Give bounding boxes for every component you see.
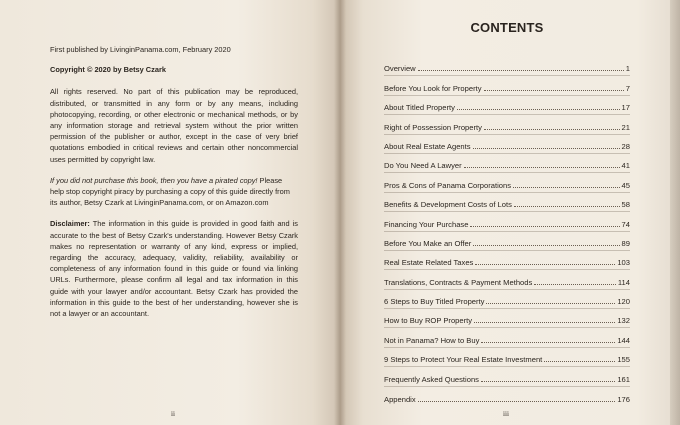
toc-entry-page: 7 — [625, 83, 630, 93]
toc-leader-dots — [464, 167, 620, 168]
toc-leader-dots — [486, 303, 615, 304]
toc-entry[interactable] — [384, 154, 630, 173]
disclaimer-label: Disclaimer: — [50, 219, 90, 229]
toc-leader-dots — [544, 361, 615, 362]
toc-entry[interactable] — [384, 212, 630, 231]
toc-entry-title: Translations, Contracts & Payment Methods — [384, 277, 533, 287]
toc-leader-dots — [484, 90, 624, 91]
toc-entry[interactable] — [384, 290, 630, 309]
toc-entry[interactable] — [384, 115, 630, 134]
toc-entry[interactable] — [384, 387, 630, 406]
toc-entry-title: Financing Your Purchase — [384, 219, 469, 229]
toc-leader-dots — [481, 381, 615, 382]
toc-entry[interactable] — [384, 270, 630, 289]
toc-entry-page: 114 — [617, 277, 630, 287]
toc-entry[interactable] — [384, 367, 630, 386]
toc-entry[interactable] — [384, 173, 630, 192]
toc-entry[interactable] — [384, 348, 630, 367]
toc-entry-page: 176 — [617, 395, 630, 405]
left-page-number: ii — [171, 410, 175, 418]
page-edge — [670, 0, 680, 425]
table-of-contents — [384, 57, 630, 406]
copyright-line: Copyright © 2020 by Betsy Czark — [50, 65, 166, 75]
published-line: First published by LivinginPanama.com, February 2020 — [50, 45, 231, 54]
toc-entry-title: Benefits & Development Costs of Lots — [384, 200, 512, 210]
toc-entry-page: 58 — [621, 200, 630, 210]
toc-entry[interactable] — [384, 232, 630, 251]
toc-entry-page: 89 — [621, 238, 630, 248]
toc-leader-dots — [514, 206, 620, 207]
toc-entry-page: 144 — [617, 335, 630, 345]
toc-entry-page: 74 — [621, 219, 630, 229]
contents-title: CONTENTS — [470, 20, 544, 35]
toc-entry-page: 17 — [621, 103, 630, 113]
toc-entry-title: How to Buy ROP Property — [384, 316, 473, 326]
toc-entry-page: 161 — [617, 374, 630, 384]
toc-entry-title: Do You Need A Lawyer — [384, 161, 462, 171]
toc-leader-dots — [470, 226, 619, 227]
toc-entry[interactable] — [384, 328, 630, 347]
rights-paragraph: All rights reserved. No part of this publication may be reproduced, distributed, or transmitted in any form or by any means, including photocopying, recording, or other electronic or mechanical methods, or by any information storage and retrieval system without the prior written permission of the publisher or author, except in the case of very brief quotations embodied in critical reviews and certain other noncommercial uses permitted by copyright law. — [50, 87, 298, 164]
toc-leader-dots — [513, 187, 619, 188]
right-page-number: iii — [503, 410, 509, 418]
toc-leader-dots — [473, 245, 619, 246]
toc-entry-page: 155 — [617, 355, 630, 365]
book-spine — [334, 0, 346, 425]
toc-leader-dots — [474, 322, 615, 323]
toc-leader-dots — [457, 109, 620, 110]
toc-leader-dots — [481, 342, 615, 343]
toc-leader-dots — [418, 70, 624, 71]
toc-entry-page: 103 — [617, 258, 630, 268]
toc-entry-title: Overview — [384, 64, 416, 74]
toc-entry-page: 45 — [621, 180, 630, 190]
toc-entry-title: About Real Estate Agents — [384, 141, 471, 151]
toc-entry-page: 41 — [621, 161, 630, 171]
toc-entry-title: Frequently Asked Questions — [384, 374, 479, 384]
toc-entry-title: 9 Steps to Protect Your Real Estate Investment — [384, 355, 543, 365]
toc-entry-title: About Titled Property — [384, 103, 455, 113]
toc-entry-title: Real Estate Related Taxes — [384, 258, 474, 268]
toc-entry-title: Pros & Cons of Panama Corporations — [384, 180, 512, 190]
piracy-paragraph — [50, 175, 298, 209]
toc-entry-page: 120 — [617, 297, 630, 307]
toc-entry-title: Right of Possession Property — [384, 122, 482, 132]
toc-entry[interactable] — [384, 57, 630, 76]
toc-leader-dots — [534, 284, 616, 285]
toc-entry-page: 1 — [625, 64, 630, 74]
toc-entry-title: 6 Steps to Buy Titled Property — [384, 297, 485, 307]
toc-entry[interactable] — [384, 135, 630, 154]
toc-entry[interactable] — [384, 251, 630, 270]
toc-entry-page: 132 — [617, 316, 630, 326]
toc-entry-page: 28 — [621, 141, 630, 151]
toc-leader-dots — [473, 148, 620, 149]
toc-entry-title: Before You Look for Property — [384, 83, 482, 93]
piracy-request: Please help stop copyright piracy by purchasing a copy of this guide directly from its author, Betsy Czark at LivinginPanama.com, or on Amazon.com — [50, 175, 290, 208]
toc-leader-dots — [484, 129, 620, 130]
toc-entry[interactable] — [384, 76, 630, 95]
toc-entry-title: Appendix — [384, 395, 416, 405]
toc-leader-dots — [475, 264, 615, 265]
disclaimer-text: The information in this guide is provided in good faith and is accurate to the best of Betsy Czark's understanding. However Betsy Czark makes no representation or warranty of any kind, express or implied, regarding the accuracy, adequacy, validity, reliability, availability or completeness of any information found in this guide or found via linking URLs. Furthermore, please confirm all legal and tax information in this guide with your lawyer and/or accountant. Betsy Czark has provided the information in this guide to the best of her understanding, however she is not a lawyer or an accountant. — [50, 219, 298, 319]
disclaimer-paragraph — [50, 218, 298, 319]
toc-entry-page: 21 — [621, 122, 630, 132]
toc-entry[interactable] — [384, 193, 630, 212]
toc-entry[interactable] — [384, 96, 630, 115]
toc-entry-title: Before You Make an Offer — [384, 238, 472, 248]
toc-entry-title: Not in Panama? How to Buy — [384, 335, 480, 345]
copyright-page-content — [50, 44, 298, 329]
piracy-warning: If you did not purchase this book, then you have a pirated copy! — [50, 175, 258, 185]
toc-leader-dots — [418, 401, 616, 402]
toc-entry[interactable] — [384, 309, 630, 328]
